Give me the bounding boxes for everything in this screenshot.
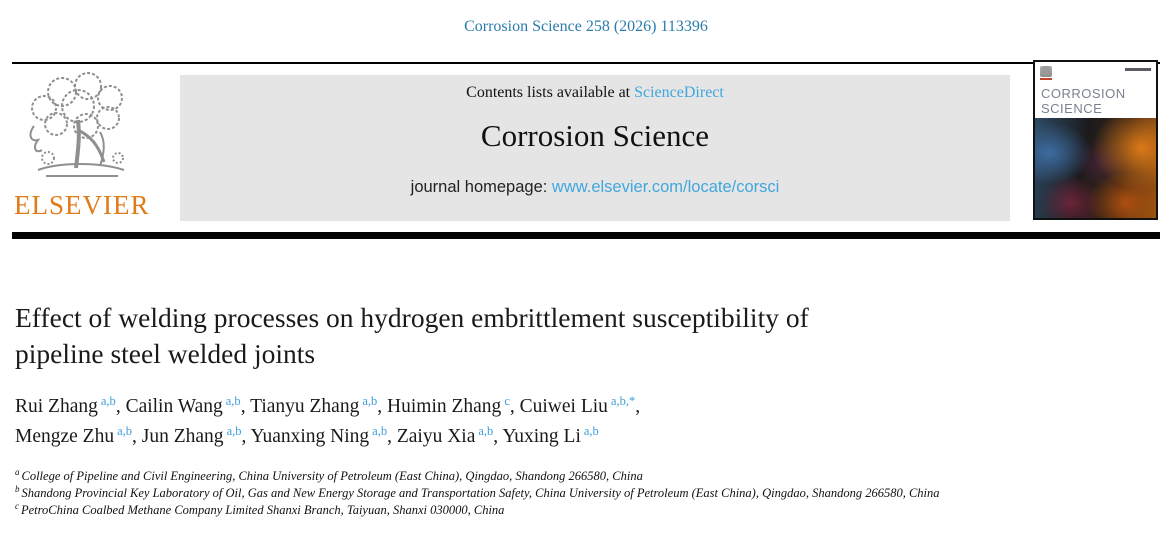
affiliation-list bbox=[15, 468, 1027, 519]
affiliation-a bbox=[15, 468, 1027, 485]
author-affil-sup: a,b bbox=[226, 424, 242, 438]
author-affil-sup: a,b bbox=[100, 394, 116, 408]
cover-journal-title: CORROSION SCIENCE bbox=[1041, 86, 1126, 116]
author-name: Jun Zhang bbox=[141, 426, 224, 447]
contents-prefix: Contents lists available at bbox=[466, 84, 635, 101]
elsevier-logo bbox=[14, 70, 148, 221]
author-name: Huimin Zhang bbox=[387, 396, 502, 417]
section-divider-rule bbox=[12, 232, 1160, 239]
affiliation-sup: b bbox=[15, 484, 20, 494]
journal-cover-thumbnail bbox=[1033, 60, 1158, 220]
author-affil-sup: a,b,* bbox=[610, 394, 636, 408]
homepage-line bbox=[180, 178, 1010, 197]
author-affil-sup: c bbox=[504, 394, 510, 408]
journal-citation: Corrosion Science 258 (2026) 113396 bbox=[464, 18, 708, 35]
article-title bbox=[15, 300, 1025, 372]
author-line-2: Mengze Zhu $^{a,b}$, Jun Zhang $^{a,b}$, Yuanxing Ning $^{a,b}$, Zaiyu Xia $^{a,b}$, Yuxing Li $^{a,b}$ bbox=[15, 424, 599, 447]
affiliation-text: College of Pipeline and Civil Engineering, China University of Petroleum (East China), Qingdao, Shandong 266580, China bbox=[21, 469, 643, 483]
cover-artwork bbox=[1035, 118, 1156, 218]
affiliation-text: PetroChina Coalbed Methane Company Limited Shanxi Branch, Taiyuan, Shanxi 030000, China bbox=[21, 503, 505, 517]
author-affil-sup: a,b bbox=[225, 394, 241, 408]
sciencedirect-link[interactable]: ScienceDirect bbox=[634, 84, 724, 101]
cover-masthead bbox=[1035, 62, 1156, 120]
affiliation-sup: c bbox=[15, 501, 19, 511]
journal-header-box bbox=[180, 75, 1010, 221]
elsevier-tree-icon bbox=[14, 70, 148, 192]
header-top-rule bbox=[12, 62, 1160, 64]
author-name: Rui Zhang bbox=[15, 396, 98, 417]
author-line-1: Rui Zhang $^{a,b}$, Cailin Wang $^{a,b}$, Tianyu Zhang $^{a,b}$, Huimin Zhang $^c$, Cuiwei Liu $^{a,b,*}$, bbox=[15, 394, 641, 417]
contents-line bbox=[180, 84, 1010, 102]
author-affil-sup: a,b bbox=[583, 424, 599, 438]
journal-homepage-link[interactable]: www.elsevier.com/locate/corsci bbox=[551, 178, 780, 196]
affiliation-c bbox=[15, 502, 1027, 519]
cover-issn-mark bbox=[1125, 68, 1151, 71]
author-list bbox=[15, 392, 1025, 452]
article-title-line1: Effect of welding processes on hydrogen embrittlement susceptibility of bbox=[15, 302, 809, 333]
author-affil-sup: a,b bbox=[362, 394, 378, 408]
author-name: Zaiyu Xia bbox=[396, 426, 476, 447]
homepage-prefix: journal homepage: bbox=[410, 178, 552, 196]
author-affil-sup: a,b bbox=[117, 424, 133, 438]
author-name: Yuanxing Ning bbox=[250, 426, 370, 447]
affiliation-sup: a bbox=[15, 467, 20, 477]
author-affil-sup: a,b bbox=[372, 424, 388, 438]
cover-elsevier-mark-icon bbox=[1040, 66, 1052, 77]
author-name: Tianyu Zhang bbox=[250, 396, 360, 417]
author-name: Cailin Wang bbox=[125, 396, 223, 417]
journal-title: Corrosion Science bbox=[480, 118, 710, 153]
author-name: Mengze Zhu bbox=[15, 426, 115, 447]
affiliation-b bbox=[15, 485, 1027, 502]
elsevier-wordmark: ELSEVIER bbox=[14, 190, 150, 220]
author-name: Yuxing Li bbox=[502, 426, 581, 447]
author-affil-sup: a,b bbox=[478, 424, 494, 438]
article-title-line2: pipeline steel welded joints bbox=[15, 338, 316, 369]
author-name: Cuiwei Liu bbox=[519, 396, 608, 417]
affiliation-text: Shandong Provincial Key Laboratory of Oil, Gas and New Energy Storage and Transportation Safety, China University of Petroleum (East China), Qingdao, Shandong 266580, China bbox=[21, 486, 940, 500]
